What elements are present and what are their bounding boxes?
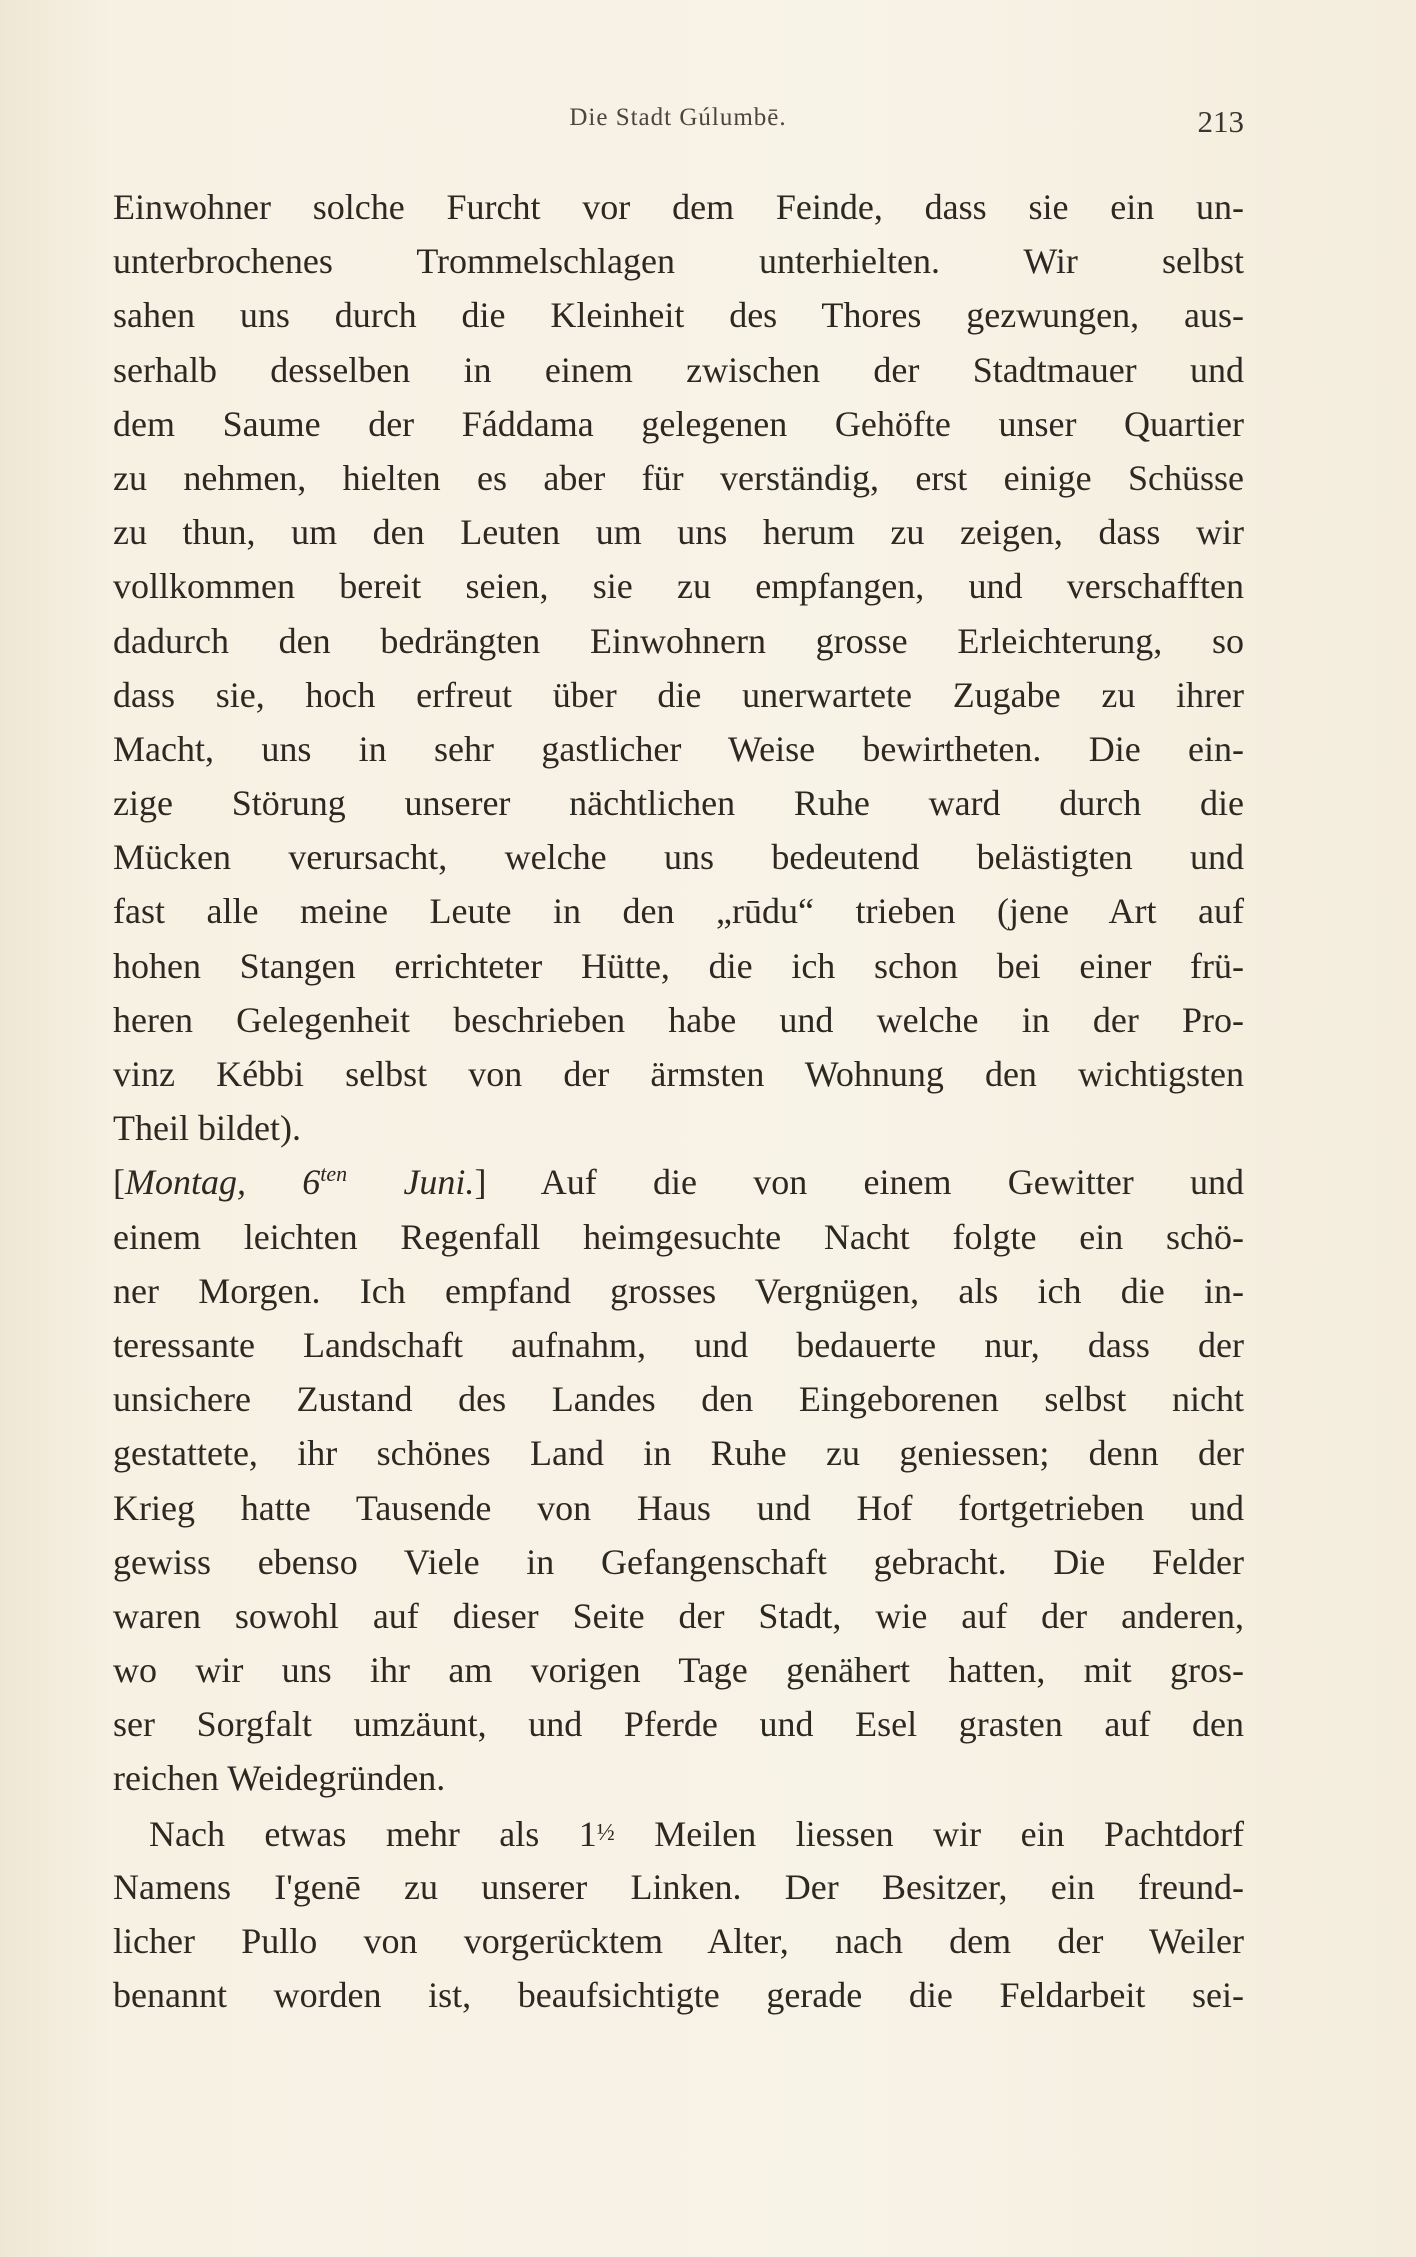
text-line: unsichere Zustand des Landes den Eingeborenen selbst nicht bbox=[113, 1379, 1244, 1420]
text-line: teressante Landschaft aufnahm, und bedauerte nur, dass der bbox=[113, 1324, 1244, 1365]
text-line: Namens I'genē zu unserer Linken. Der Besitzer, ein freund- bbox=[113, 1866, 1244, 1907]
text-line: Meilen liessen wir ein Pachtdorf bbox=[654, 1813, 1244, 1854]
distance-fraction: ½ bbox=[596, 1819, 615, 1846]
text-line: gewiss ebenso Viele in Gefangenschaft gebracht. Die Felder bbox=[113, 1541, 1244, 1582]
text-line: waren sowohl auf dieser Seite der Stadt, wie auf der anderen, bbox=[113, 1595, 1244, 1636]
text-line: benannt worden ist, beaufsichtigte gerade die Feldarbeit sei- bbox=[113, 1975, 1244, 2016]
text-line: Auf die von einem Gewitter und bbox=[540, 1162, 1245, 1203]
date-day: 6 bbox=[302, 1162, 321, 1203]
text-line: Mücken verursacht, welche uns bedeutend belästigten und bbox=[113, 837, 1244, 878]
text-line: Krieg hatte Tausende von Haus und Hof fortgetrieben und bbox=[113, 1487, 1244, 1528]
date-day-suffix: ten bbox=[320, 1161, 348, 1187]
text-line: unterbrochenes Trommelschlagen unterhielten. Wir selbst bbox=[113, 241, 1244, 282]
text-line: Macht, uns in sehr gastlicher Weise bewirtheten. Die ein- bbox=[113, 728, 1244, 769]
running-title: Die Stadt Gúlumbē. bbox=[569, 104, 787, 131]
text-line: licher Pullo von vorgerücktem Alter, nach dem der Weiler bbox=[113, 1921, 1244, 1961]
distance-lead: Nach etwas mehr als 1 bbox=[149, 1813, 597, 1854]
page-number: 213 bbox=[1197, 104, 1244, 139]
text-line: dadurch den bedrängten Einwohnern grosse Erleichterung, so bbox=[113, 620, 1244, 661]
text-line: fast alle meine Leute in den „rūdu“ trieben (jene Art auf bbox=[113, 891, 1244, 932]
text-line: sahen uns durch die Kleinheit des Thores gezwungen, aus- bbox=[113, 295, 1244, 336]
text-line: zu nehmen, hielten es aber für verständig, erst einige Schüsse bbox=[113, 457, 1244, 498]
text-line: Einwohner solche Furcht vor dem Feinde, dass sie ein un- bbox=[113, 187, 1244, 227]
bracket-open: [ bbox=[113, 1162, 125, 1203]
date-heading bbox=[113, 1162, 486, 1202]
text-line: vinz Kébbi selbst von der ärmsten Wohnung den wichtigsten bbox=[113, 1054, 1244, 1094]
text-line: dem Saume der Fáddama gelegenen Gehöfte unser Quartier bbox=[113, 403, 1244, 444]
text-line: gestattete, ihr schönes Land in Ruhe zu geniessen; denn der bbox=[113, 1433, 1244, 1474]
text-line: dass sie, hoch erfreut über die unerwartete Zugabe zu ihrer bbox=[113, 674, 1244, 715]
text-line: zige Störung unserer nächtlichen Ruhe ward durch die bbox=[113, 783, 1244, 824]
text-line: ser Sorgfalt umzäunt, und Pferde und Esel grasten auf den bbox=[113, 1704, 1244, 1745]
date-heading-line bbox=[113, 1155, 1244, 1209]
text-line: zu thun, um den Leuten um uns herum zu zeigen, dass wir bbox=[113, 512, 1244, 553]
text-line: einem leichten Regenfall heimgesuchte Nacht folgte ein schö- bbox=[113, 1216, 1244, 1257]
text-line: wo wir uns ihr am vorigen Tage genähert hatten, mit gros- bbox=[113, 1650, 1244, 1691]
date-month: Juni. bbox=[403, 1162, 475, 1203]
text-line: vollkommen bereit seien, sie zu empfangen, und verschafften bbox=[113, 566, 1244, 607]
date-weekday: Montag, bbox=[125, 1162, 246, 1203]
running-head bbox=[112, 104, 1244, 148]
text-line: serhalb desselben in einem zwischen der Stadtmauer und bbox=[113, 349, 1244, 390]
text-line: heren Gelegenheit beschrieben habe und welche in der Pro- bbox=[113, 999, 1244, 1040]
body-text bbox=[113, 180, 1244, 2022]
text-line: hohen Stangen errichteter Hütte, die ich schon bei einer frü- bbox=[113, 945, 1244, 986]
text-line: ner Morgen. Ich empfand grosses Vergnügen, als ich die in- bbox=[113, 1270, 1244, 1311]
paragraph-start-line bbox=[113, 1806, 1244, 1860]
bracket-close: ] bbox=[474, 1162, 487, 1203]
text-line: reichen Weidegründen. bbox=[113, 1758, 446, 1799]
text-line: Theil bildet). bbox=[113, 1108, 301, 1149]
